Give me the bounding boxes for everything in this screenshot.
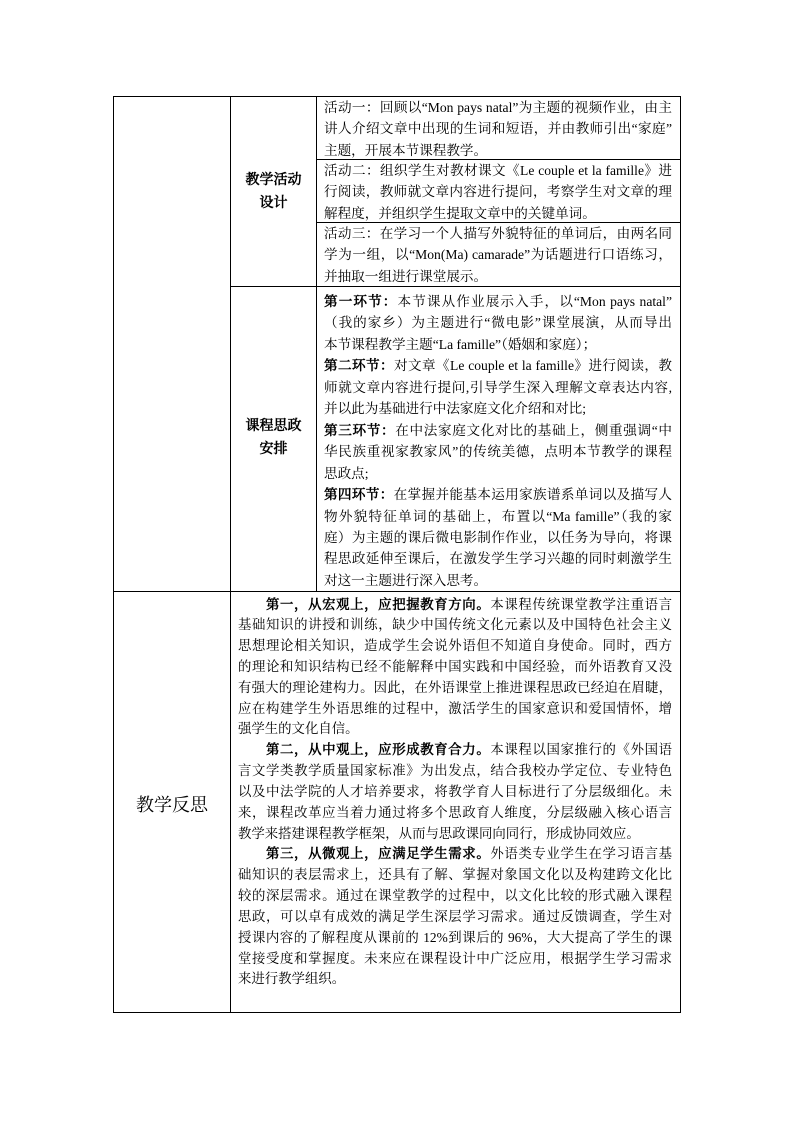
step-line bbox=[324, 484, 672, 505]
reflection-paragraph-heading: 第三，从微观上，应满足学生需求。 bbox=[266, 846, 491, 862]
activity-text-line: 主题，开展本节课程教学。 bbox=[324, 142, 488, 158]
step-line: 并以此为基础进行中法家庭文化介绍和对比; bbox=[324, 401, 587, 417]
step-text: 对文章《Le couple et la famille》进行阅读，教 bbox=[394, 358, 672, 374]
activity-cell-1 bbox=[324, 97, 672, 162]
step-heading: 第二环节： bbox=[324, 358, 395, 374]
label-line: 课程思政 bbox=[245, 418, 302, 434]
table-border-right bbox=[680, 96, 681, 1013]
step-line: 程思政延伸至课后，在激发学生学习兴趣的同时刺激学生 bbox=[324, 551, 672, 567]
step-text: 本节课从作业展示入手，以“Mon pays natal” bbox=[397, 294, 672, 309]
reflection-text-line: 的理论和知识结构已经不能解释中国实践和中国经验，而外语教育又没 bbox=[238, 658, 672, 674]
step-line: 物外貌特征单词的基础上，布置以“Ma famille”（我的家 bbox=[324, 508, 672, 524]
reflection-text-line: 有强大的理论建构力。因此，在外语课堂上推进课程思政已经迫在眉睫， bbox=[238, 679, 672, 695]
activity-text-line: 活动三：在学习一个人描写外貌特征的单词后，由两名同 bbox=[324, 225, 672, 241]
reflection-text: 本课程以国家推行的《外国语 bbox=[490, 742, 673, 758]
reflection-text: 本课程传统课堂教学注重语言 bbox=[490, 596, 673, 612]
step-heading: 第一环节： bbox=[324, 294, 398, 309]
label-line: 教学活动 bbox=[245, 172, 302, 188]
reflection-text-line bbox=[238, 740, 672, 761]
reflection-text-line bbox=[238, 844, 672, 865]
label-line: 安排 bbox=[259, 441, 288, 457]
activity-cell-2 bbox=[324, 160, 672, 225]
ideological-arrangement-cell bbox=[324, 291, 672, 591]
table-border-left bbox=[113, 96, 114, 1013]
reflection-text-line: 来进行教学组织。 bbox=[238, 971, 346, 987]
teaching-reflection-cell bbox=[238, 595, 672, 991]
step-line: 思政点; bbox=[324, 465, 369, 481]
reflection-paragraph bbox=[238, 740, 672, 844]
activity-text-line: 学为一组，以“Mon(Ma) camarade”为话题进行口语练习， bbox=[324, 247, 672, 262]
table-border-bottom bbox=[113, 1012, 681, 1013]
activity-text-line: 解程度，并组织学生提取文章中的关键单词。 bbox=[324, 205, 596, 221]
reflection-paragraph bbox=[238, 844, 672, 990]
column-divider-2 bbox=[316, 96, 317, 592]
activity-cell-3 bbox=[324, 223, 672, 288]
reflection-text-line: 强学生的文化自信。 bbox=[238, 721, 359, 737]
reflection-text-line: 堂接受度和掌握度。未来应在课程设计中广泛应用，根据学生学习需求 bbox=[238, 950, 672, 966]
activity-text-line: 行阅读，教师就文章内容进行提问，考察学生对文章的理 bbox=[324, 184, 672, 199]
reflection-text: 外语类专业学生在学习语言基 bbox=[490, 846, 673, 862]
column-divider-1 bbox=[230, 96, 231, 1013]
activity-text-line: 讲人介绍文章中出现的生词和短语，并由教师引出“家庭” bbox=[324, 121, 672, 136]
reflection-paragraph-heading: 第二，从中观上，应形成教育合力。 bbox=[266, 742, 491, 758]
step-text: 在中法家庭文化对比的基础上，侧重强调“中 bbox=[395, 422, 672, 438]
reflection-text-line: 教学来搭建课程教学框架，从而与思政课同向同行，形成协同效应。 bbox=[238, 825, 640, 841]
step-line bbox=[324, 355, 672, 376]
reflection-text-line: 思想理论相关知识，造成学生会说外语但不知道自身使命。同时，西方 bbox=[238, 638, 672, 654]
reflection-text-line: 础知识的表层需求上，还具有了解、掌握对象国文化以及构建跨文化比 bbox=[238, 867, 672, 883]
reflection-text-line: 较的深层需求。通过在课堂教学的过程中，以文化比较的形式融入课程 bbox=[238, 888, 672, 904]
reflection-text-line: 授课内容的了解程度从课前的 12%到课后的 96%，大大提高了学生的课 bbox=[238, 929, 672, 945]
step-line: 对这一主题进行深入思考。 bbox=[324, 572, 488, 588]
reflection-text-line: 基础知识的讲授和训练，缺少中国传统文化元素以及中国特色社会主义 bbox=[238, 617, 672, 633]
reflection-text-line: 言文学类教学质量国家标准》为出发点，结合我校办学定位、专业特色 bbox=[238, 763, 672, 779]
label-line: 设计 bbox=[259, 195, 288, 211]
reflection-paragraph bbox=[238, 595, 672, 741]
step-line: （我的家乡）为主题进行“微电影”课堂展演，从而导出 bbox=[324, 315, 672, 331]
step-line: 庭）为主题的课后微电影制作作业，以任务为导向，将课 bbox=[324, 529, 672, 545]
reflection-text-line: 以及中法学院的人才培养要求，将教学育人目标进行了分层级细化。未 bbox=[238, 783, 672, 799]
reflection-text-line bbox=[238, 595, 672, 616]
step-line bbox=[324, 291, 672, 312]
step-line: 师就文章内容进行提问,引导学生深入理解文章表达内容, bbox=[324, 379, 672, 395]
activity-text-line: 并抽取一组进行课堂展示。 bbox=[324, 268, 488, 284]
ideological-arrangement-label bbox=[231, 415, 316, 461]
step-line: 华民族重视家教家风”的传统美德，点明本节教学的课程 bbox=[324, 444, 672, 460]
activity-text-line: 活动一：回顾以“Mon pays natal”为主题的视频作业，由主 bbox=[324, 99, 672, 115]
reflection-text-line: 来，课程改革应当着力通过将多个思政育人维度，分层级融入核心语言 bbox=[238, 804, 672, 820]
step-line: 本节课程教学主题“La famille”（婚姻和家庭）； bbox=[324, 336, 597, 352]
reflection-paragraph-heading: 第一，从宏观上，应把握教育方向。 bbox=[266, 596, 491, 612]
step-line bbox=[324, 420, 672, 441]
activity-text-line: 活动二：组织学生对教材课文《Le couple et la famille》进 bbox=[324, 162, 672, 178]
step-text: 在掌握并能基本运用家族谱系单词以及描写人 bbox=[393, 487, 673, 503]
step-heading: 第四环节： bbox=[324, 487, 394, 503]
teaching-reflection-label: 教学反思 bbox=[136, 795, 208, 815]
activity-design-label bbox=[231, 169, 316, 215]
step-heading: 第三环节： bbox=[324, 422, 396, 438]
reflection-text-line: 应在构建学生外语思维的过程中，激活学生的国家意识和爱国情怀，增 bbox=[238, 700, 672, 716]
reflection-text-line: 思政，可以卓有成效的满足学生深层学习需求。通过反馈调查，学生对 bbox=[238, 908, 672, 924]
